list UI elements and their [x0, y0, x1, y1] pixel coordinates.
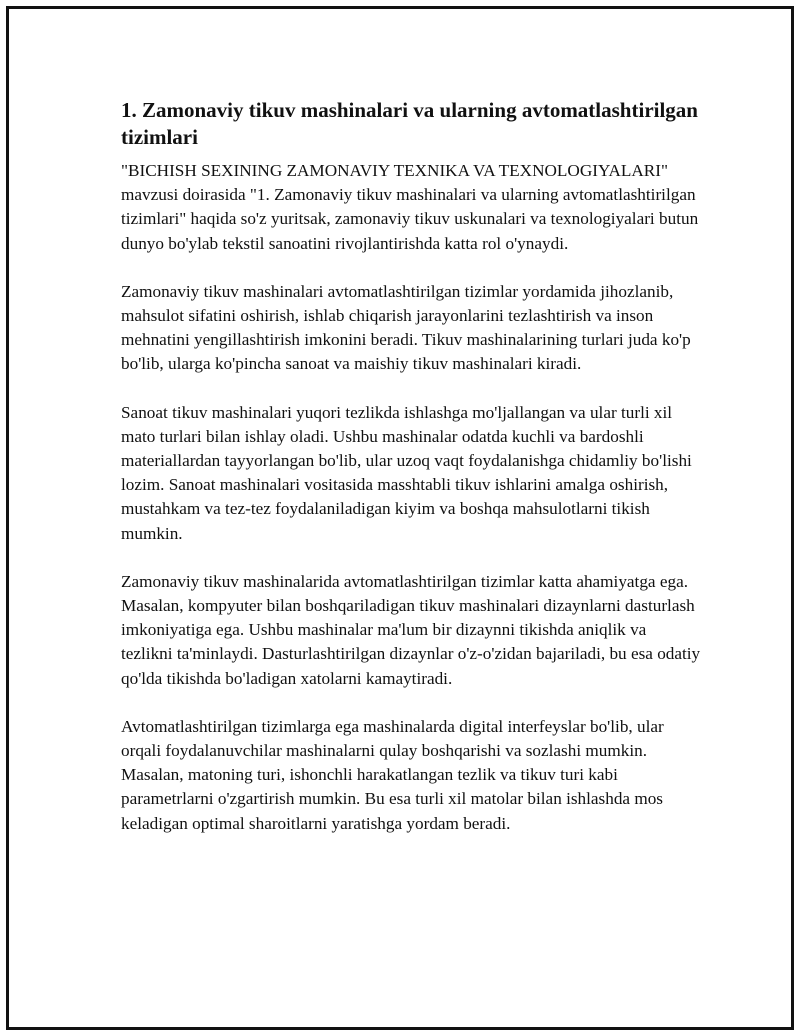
document-body — [121, 97, 701, 860]
paragraph-modern-machines: Zamonaviy tikuv mashinalari avtomatlashtirilgan tizimlar yordamida jihozlanib, mahsulot sifatini oshirish, ishlab chiqarish jarayonlarini tezlashtirish va inson mehnatini yengillashtirish imkonini beradi. Tikuv mashinalarining turlari juda ko'p bo'lib, ularga ko'pincha sanoat va maishiy tikuv mashinalari kiradi. — [121, 281, 691, 374]
paragraph-digital-interfaces: Avtomatlashtirilgan tizimlarga ega mashinalarda digital interfeyslar bo'lib, ular orqali foydalanuvchilar mashinalarni qulay boshqarishi va sozlashi mumkin. Masalan, matoning turi, ishonchli harakatlangan tezlik va tikuv turi kabi parametrlarni o'zgartirish mumkin. Bu esa turli xil matolar bilan ishlashda mos keladigan optimal sharoitlarni yaratishga yordam beradi. — [121, 716, 664, 833]
paragraph-industrial-machines: Sanoat tikuv mashinalari yuqori tezlikda ishlashga mo'ljallangan va ular turli xil mato turlari bilan ishlay oladi. Ushbu mashinalar odatda kuchli va bardoshli materiallardan tayyorlangan bo'lib, ular uzoq vaqt foydalanishga chidamliy bo'lishi lozim. Sanoat mashinalari vositasida masshtabli tikuv ishlarini amalga oshirish, mustahkam va tez-tez foydalaniladigan kiyim va boshqa mahsulotlarni tikish mumkin. — [121, 402, 692, 543]
section-heading: 1. Zamonaviy tikuv mashinalari va ularning avtomatlashtirilgan tizimlari — [121, 98, 698, 149]
paragraph-intro: "BICHISH SEXINING ZAMONAVIY TEXNIKA VA TEXNOLOGIYALARI" mavzusi doirasida "1. Zamonaviy tikuv mashinalari va ularning avtomatlashtirilgan tizimlari" haqida so'z yuritsak, zamonaviy tikuv uskunalari va texnologiyalari butun dunyo bo'ylab tekstil sanoatini rivojlantirishda katta rol o'ynaydi. — [121, 161, 699, 253]
page-border — [6, 6, 794, 1030]
paragraph-automated-systems: Zamonaviy tikuv mashinalarida avtomatlashtirilgan tizimlar katta ahamiyatga ega. Masalan, kompyuter bilan boshqariladigan tikuv mashinalari dizaynlarni dasturlash imkoniyatiga ega. Ushbu mashinalar ma'lum bir dizaynni tikishda aniqlik va tezlikni ta'minlaydi. Dasturlashtirilgan dizaynlar o'z-o'zidan bajariladi, bu esa odatiy qo'lda tikishda bo'ladigan xatolarni kamaytiradi. — [121, 571, 701, 688]
